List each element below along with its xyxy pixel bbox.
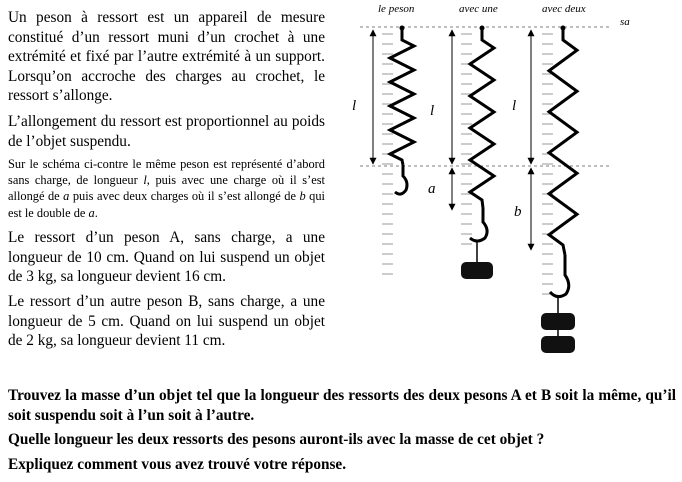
spring-2: [470, 28, 494, 208]
explanation-var-l: l: [143, 173, 147, 188]
weight-2-bottom: [541, 336, 575, 353]
label-a: a: [428, 181, 436, 197]
explanation-text-3: puis avec deux charges où il s’est allongé de: [69, 189, 300, 204]
label-l-3: l: [512, 98, 517, 114]
explanation-var-a: a: [63, 189, 70, 204]
header-avec-une: avec une: [459, 3, 498, 15]
peson-b-paragraph: Le ressort d’un autre peson B, sans charge, a une longueur de 5 cm. Quand on lui suspend un objet de 2 kg, sa longueur devient 11 cm.: [8, 293, 325, 349]
explanation-text-1: Sur le schéma ci-contre le même peson est représenté d’abord sans charge, de longueur: [8, 157, 325, 188]
question-3: Expliquez comment vous avez trouvé votre réponse.: [8, 456, 347, 473]
explanation-text-2: , puis avec une charge où il s’est allongé de: [8, 173, 326, 204]
header-sa: sa: [620, 16, 630, 28]
label-b: b: [514, 204, 522, 220]
header-avec-deux: avec deux: [542, 3, 586, 15]
intro-paragraph: Un peson à ressort est un appareil de mesure constitué d’un ressort muni d’un crochet à une extrémité et fixé par l’autre extrémité à un support. Lorsqu’on accroche des charges au crochet, le ressort s’allonge.: [8, 9, 325, 104]
spring-1: [390, 28, 414, 165]
spring-3-hook: [550, 255, 569, 297]
weight-2-top: [541, 313, 575, 330]
label-l-1: l: [352, 98, 357, 114]
explanation-text-4: qui est le double de: [8, 189, 325, 220]
header-le-peson: le peson: [378, 3, 415, 15]
proportionality-paragraph: L’allongement du ressort est proportionnel au poids de l’objet suspendu.: [8, 113, 325, 150]
explanation-var-a2: a: [88, 205, 95, 220]
explanation-text-5: .: [94, 205, 98, 220]
spring-2-hook: [470, 208, 487, 241]
weight-1: [461, 262, 493, 279]
spring-scale-diagram: [330, 0, 682, 370]
question-2: Quelle longueur les deux ressorts des pesons auront-ils avec la masse de cet objet ?: [8, 431, 545, 448]
explanation-var-b: b: [299, 189, 306, 204]
diagram-explanation-paragraph: [8, 156, 325, 221]
question-1: Trouvez la masse d’un objet tel que la longueur des ressorts des deux pesons A et B soit la même, qu’il soit suspendu soit à l’un soit à l’autre.: [8, 387, 676, 424]
spring-1-hook: [395, 165, 407, 194]
label-l-2: l: [430, 103, 435, 119]
spring-3: [549, 28, 577, 255]
peson-a-paragraph: Le ressort d’un peson A, sans charge, a une longueur de 10 cm. Quand on lui suspend un objet de 3 kg, sa longueur devient 16 cm.: [8, 229, 325, 285]
